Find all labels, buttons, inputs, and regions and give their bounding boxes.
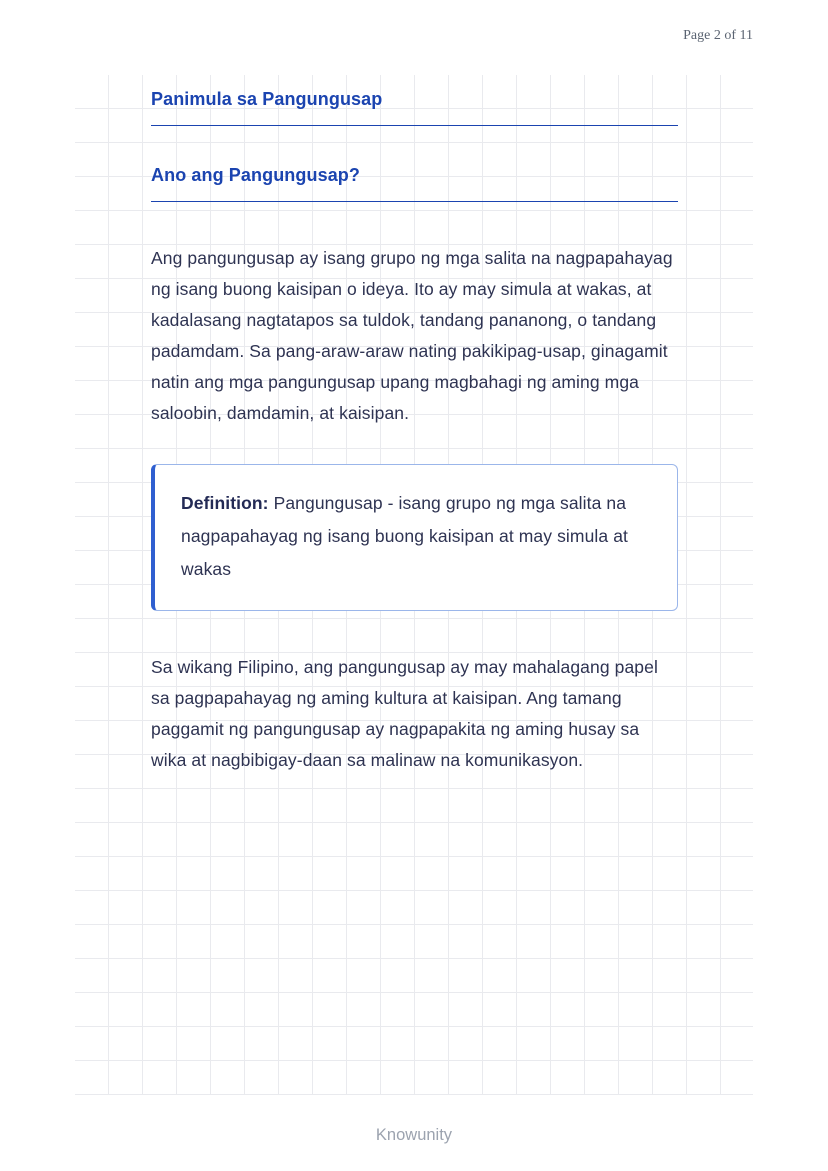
definition-label: Definition: [181,493,269,513]
document-title: Panimula sa Pangungusap [151,89,678,126]
sheet-content [75,75,753,776]
definition-text [181,487,651,586]
paragraph-intro: Ang pangungusap ay isang grupo ng mga salita na nagpapahayag ng isang buong kaisipan o ideya. Ito ay may simula at wakas, at kadalasang nagtatapos sa tuldok, tandang pananong, o tandang padamdam. Sa pang-araw-araw nating pakikipag-usap, ginagamit natin ang mga pangungusap upang magbahagi ng aming mga saloobin, damdamin, at kaisipan. [151,248,673,423]
section-heading: Ano ang Pangungusap? [151,165,678,202]
page-indicator: Page 2 of 11 [683,28,753,43]
paragraph-closing: Sa wikang Filipino, ang pangungusap ay may mahalagang papel sa pagpapahayag ng aming kultura at kaisipan. Ang tamang paggamit ng pangungusap ay nagpapakita ng aming husay sa wika at nagbibigay-daan sa malinaw na komunikasyon. [151,657,658,770]
definition-body: Pangungusap - isang grupo ng mga salita na nagpapahayag ng isang buong kaisipan at may simula at wakas [181,493,628,579]
notebook-sheet [75,75,753,1095]
footer-brand: Knowunity [375,1126,453,1144]
definition-box [151,464,678,611]
